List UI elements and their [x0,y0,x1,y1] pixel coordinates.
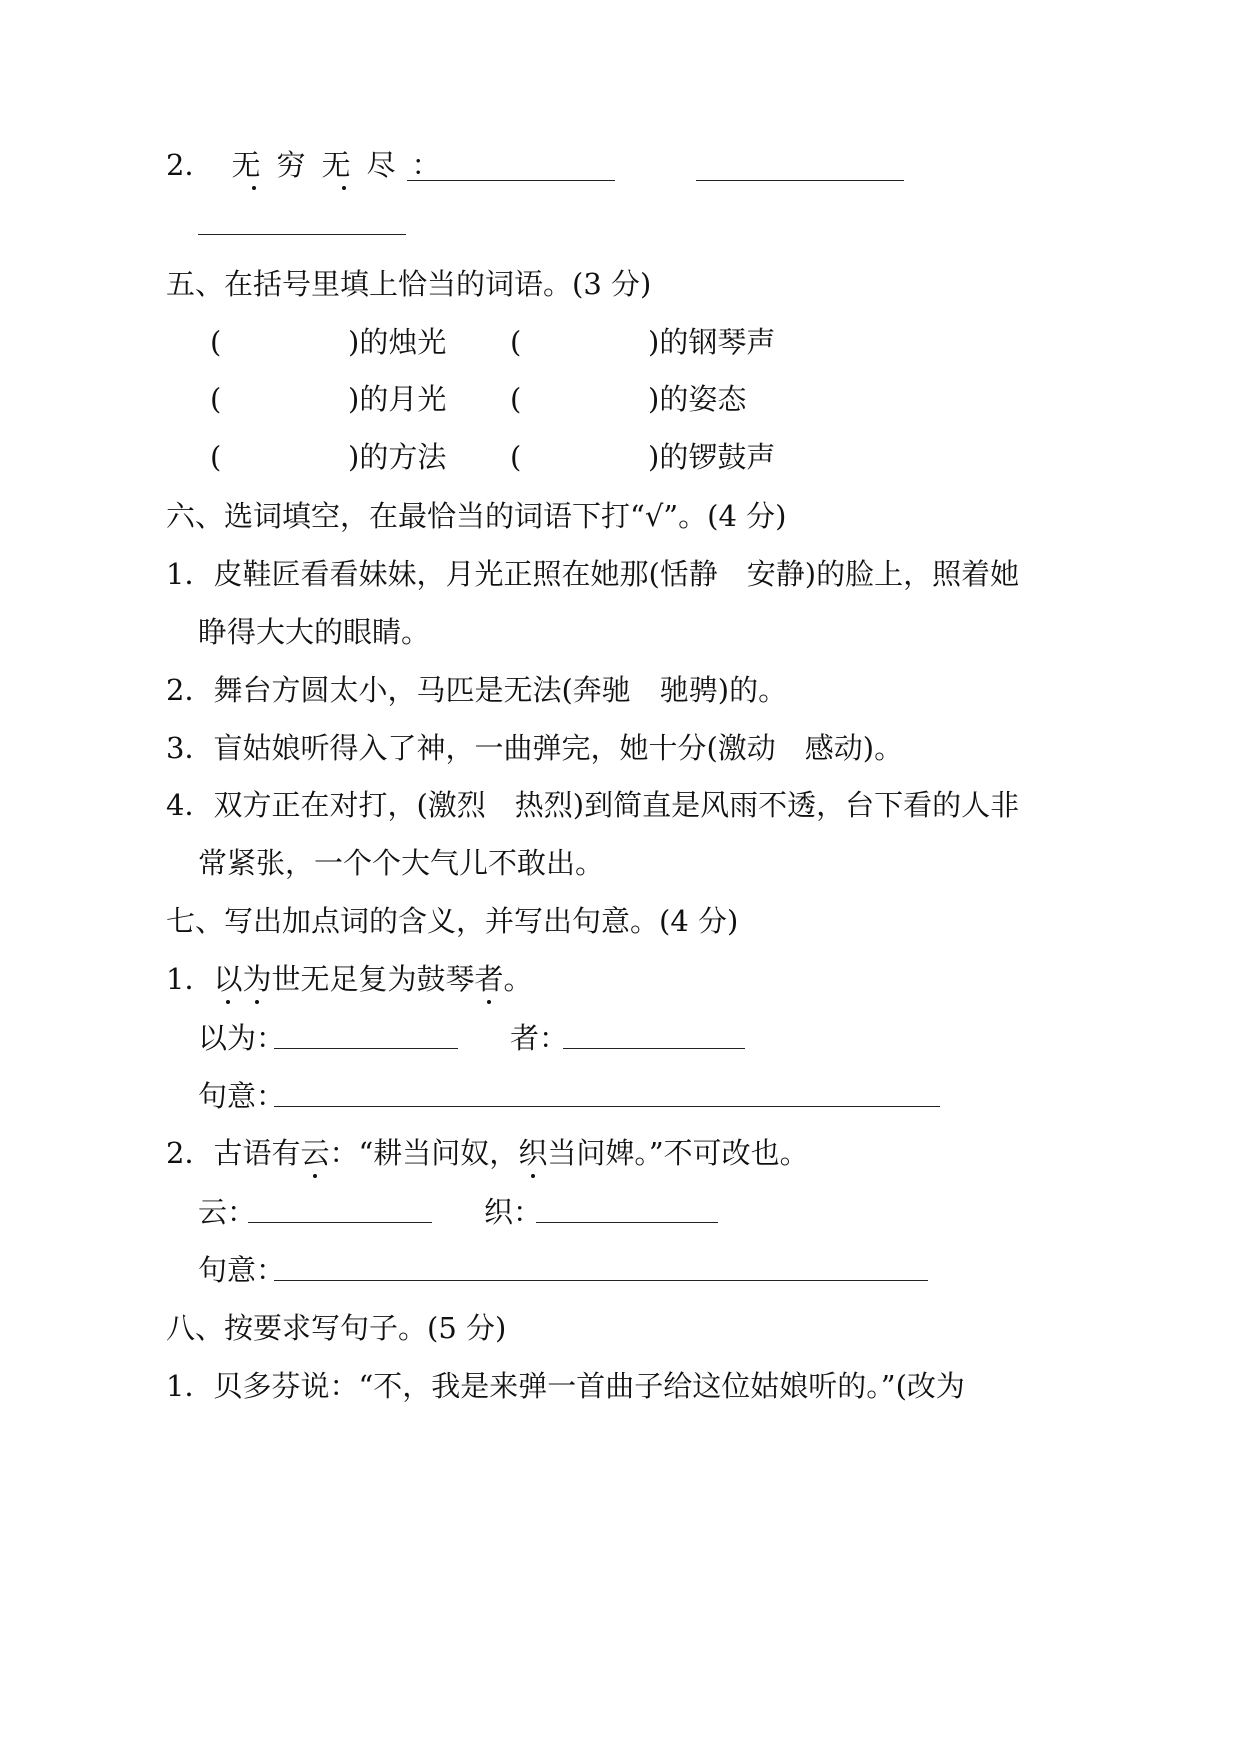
answer-blank[interactable] [407,156,615,181]
paren-open: ( [510,325,522,359]
fill-phrase: )的钢琴声 [648,325,776,359]
char: 穷 [276,148,322,182]
fill-phrase: )的姿态 [648,382,747,416]
question-item: 2．舞台方圆太小，马匹是无法(奔驰 驰骋)的。 [166,673,788,707]
answer-blank[interactable] [563,1024,745,1049]
section-8-title: 八、按要求写句子。(5 分) [166,1311,507,1345]
field-label: 句意： [198,1079,286,1113]
paren-open: ( [210,325,222,359]
answer-blank[interactable] [248,1198,432,1223]
fill-phrase: )的月光 [348,382,447,416]
paren-open: ( [210,382,222,416]
paren-open: ( [210,440,222,474]
section-6-title: 六、选词填空，在最恰当的词语下打“√”。(4 分) [166,499,787,533]
classical-sentence-1: 1．以为世无足复为鼓琴者。 [166,962,533,996]
fill-phrase: )的烛光 [348,325,447,359]
question-item-cont: 睁得大大的眼睛。 [198,615,431,649]
char: 尽 [366,148,412,182]
question-item: 3．盲姑娘听得入了神，一曲弹完，她十分(激动 感动)。 [166,731,904,765]
question-item-cont: 常紧张，一个个大气儿不敢出。 [198,846,605,880]
field-label: 句意： [198,1253,286,1287]
question-item: 1．皮鞋匠看看妹妹，月光正照在她那(恬静 安静)的脸上，照着她 [166,557,1020,591]
dotted-char: 以 [213,962,243,996]
item-number: 2． [166,148,214,182]
answer-blank[interactable] [198,210,406,235]
q4-item-2 [166,148,441,182]
field-label: 织： [484,1195,543,1229]
answer-blank[interactable] [696,156,904,181]
dotted-char: 为 [242,962,272,996]
dotted-char: 无 [321,148,367,182]
question-item: 1．贝多芬说：“不，我是来弹一首曲子给这位姑娘听的。”(改为 [166,1369,965,1403]
field-label: 者： [510,1021,569,1055]
section-5-title: 五、在括号里填上恰当的词语。(3 分) [166,267,652,301]
answer-blank[interactable] [274,1024,458,1049]
section-7-title: 七、写出加点词的含义，并写出句意。(4 分) [166,904,739,938]
dotted-char: 织 [518,1136,548,1170]
answer-blank[interactable] [536,1198,718,1223]
field-label: 以为： [198,1021,286,1055]
fill-phrase: )的锣鼓声 [648,440,776,474]
paren-open: ( [510,382,522,416]
answer-blank[interactable] [274,1256,928,1281]
colon: ： [411,148,441,182]
classical-sentence-2: 2．古语有云：“耕当问奴，织当问婢。”不可改也。 [166,1136,809,1170]
answer-blank[interactable] [274,1082,940,1107]
field-label: 云： [198,1195,257,1229]
dotted-char: 者 [474,962,504,996]
dotted-char: 无 [231,148,277,182]
dotted-char: 云 [300,1136,330,1170]
question-item: 4．双方正在对打，(激烈 热烈)到简直是风雨不透，台下看的人非 [166,788,1020,822]
paren-open: ( [510,440,522,474]
fill-phrase: )的方法 [348,440,447,474]
